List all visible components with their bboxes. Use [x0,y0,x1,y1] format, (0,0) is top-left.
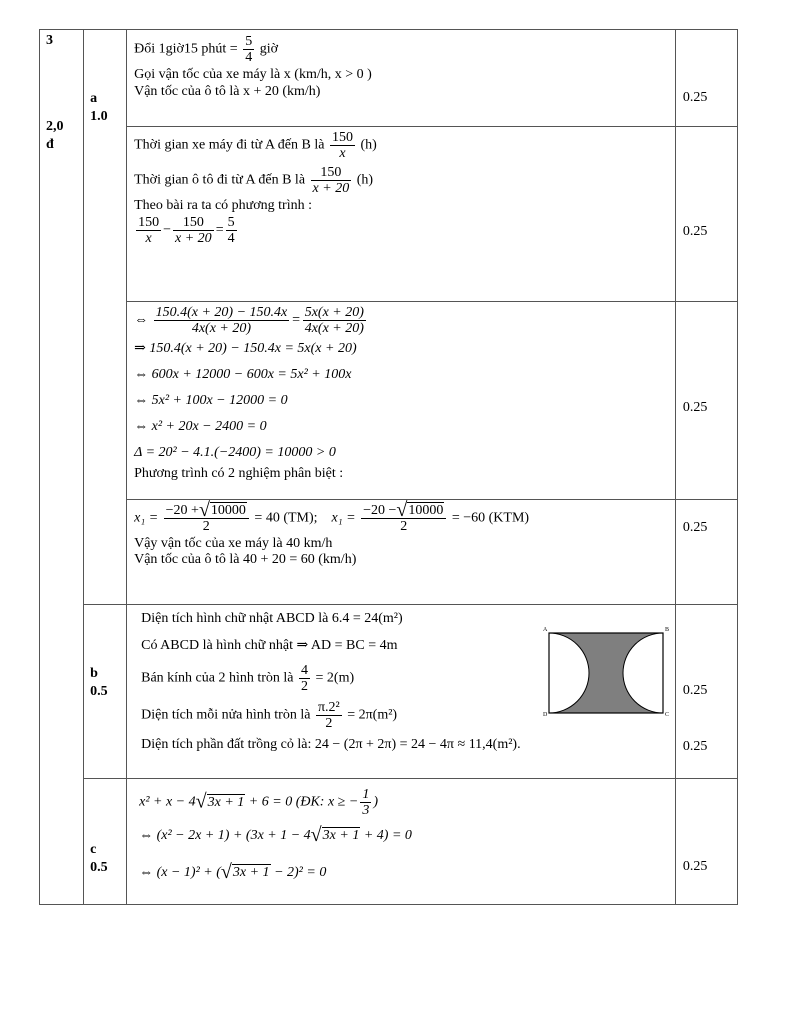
fraction: $\frac{\text{π.2²}}{2}$ [317,700,340,731]
fraction: $\frac{150.4(x + 20) - 150.4x}{4x(x + 20)}$ [155,305,288,336]
part-a-step4: x₁ = $\frac{-20 +√10000}{2}$ = 40 (TM); x₁ = $\frac{-20 -√10000}{2}$ = −60 (KTM) Vậy vận tốc của xe máy là 40 km/h Vận tốc của ô tô là 40 + 20 = 60 (km/h) [127,500,676,605]
score-cell [675,127,737,302]
part-a-points: 1.0 [90,109,108,124]
equation: $\frac{150}{x}$ − $\frac{150}{x + 20}$ = $\frac{5}{4}$ [138,215,235,246]
answer-table [39,29,738,905]
label-a: A [543,627,548,633]
score: 0.25 [682,90,708,105]
score-cell [675,779,737,905]
roots: x₁ = $\frac{-20 +√10000}{2}$ = 40 (TM); x₁ = $\frac{-20 -√10000}{2}$ = −60 (KTM) [134,499,530,534]
question-cell [40,30,84,905]
score-cell [675,302,737,500]
part-a-step3: ⇔ $\frac{150.4(x + 20) - 150.4x}{4x(x + 20)}$ = $\frac{5x(x + 20)}{4x(x + 20)}$ ⇒ 150.4(x + 20) − 150.4x = 5x(x + 20) ⇔ 600x + 12000 − 600x = 5x² + 100x ⇔ 5x² + 100x − 12000 = 0 ⇔ x² + 20x − 2400 = 0 Δ = 20² − 4.1.(−2400) = 10000 > 0 Phương trình có 2 nghiệm phân biệt : [127,302,676,500]
question-points: 2,0 [46,119,64,134]
part-c-label: c [90,842,97,857]
part-b-points: 0.5 [90,684,108,699]
score: 0.25 [682,739,708,754]
part-b-label: b [90,666,98,681]
score-cell [675,30,737,127]
part-c-content: x² + x − 4√3x + 1 + 6 = 0 (ĐK: x ≥ − $\frac{1}{3}$ ) ⇔ (x² − 2x + 1) + (3x + 1 − 4√3x + 1 + 4) = 0 ⇔ (x − 1)² + (√3x + 1 − 2)² = 0 [127,779,676,905]
label-c: C [665,712,670,717]
question-number: 3 [46,33,53,48]
score: 0.25 [682,859,708,874]
score: 0.25 [682,224,708,239]
part-b-content: Diện tích hình chữ nhật ABCD là 6.4 = 24(m²) Có ABCD là hình chữ nhật ⇒ AD = BC = 4m Bán kính của 2 hình tròn là $\frac{4}{2}$ = 2(m) Diện tích mỗi nửa hình tròn là $\frac{\text{π.2²}}{2}$ = 2π(m²) Diện tích phần đất trồng cỏ là: 24 − (2π + 2π) = 24 − 4π ≈ 11,4(m²). A B C D [127,605,676,779]
label-d: D [543,712,548,717]
fraction: $\frac{5}{4}$ [245,34,253,65]
fraction: $\frac{4}{2}$ [301,663,309,694]
fraction: $\frac{150}{x}$ [331,130,353,161]
part-b-label-cell [84,605,127,779]
score: 0.25 [682,683,708,698]
part-c-points: 0.5 [90,860,108,875]
score-cell [675,605,737,779]
part-a-label: a [90,91,98,106]
part-a-step2: Thời gian xe máy đi từ A đến B là $\frac{150}{x}$ (h) Thời gian ô tô đi từ A đến B là $\frac{150}{x + 20}$ (h) Theo bài ra ta có phương trình : $\frac{150}{x}$ − $\frac{150}{x + 20}$ = $\frac{5}{4}$ [127,127,676,302]
fraction: $\frac{5x(x + 20)}{4x(x + 20)}$ [304,305,364,336]
fraction: $\frac{150}{x + 20}$ [312,165,350,196]
part-c-label-cell [84,779,127,905]
question-unit: đ [46,137,54,152]
score: 0.25 [682,520,708,535]
part-a-label-cell [84,30,127,605]
label-b: B [665,627,670,633]
score-cell [675,500,737,605]
part-a-step1: Đổi 1giờ15 phút = $\frac{5}{4}$ giờ Gọi vận tốc của xe máy là x (km/h, x > 0 ) Vận tốc của ô tô là x + 20 (km/h) [127,30,676,127]
score: 0.25 [682,400,708,415]
rectangle-figure [543,625,675,717]
shaded-region [549,633,663,713]
